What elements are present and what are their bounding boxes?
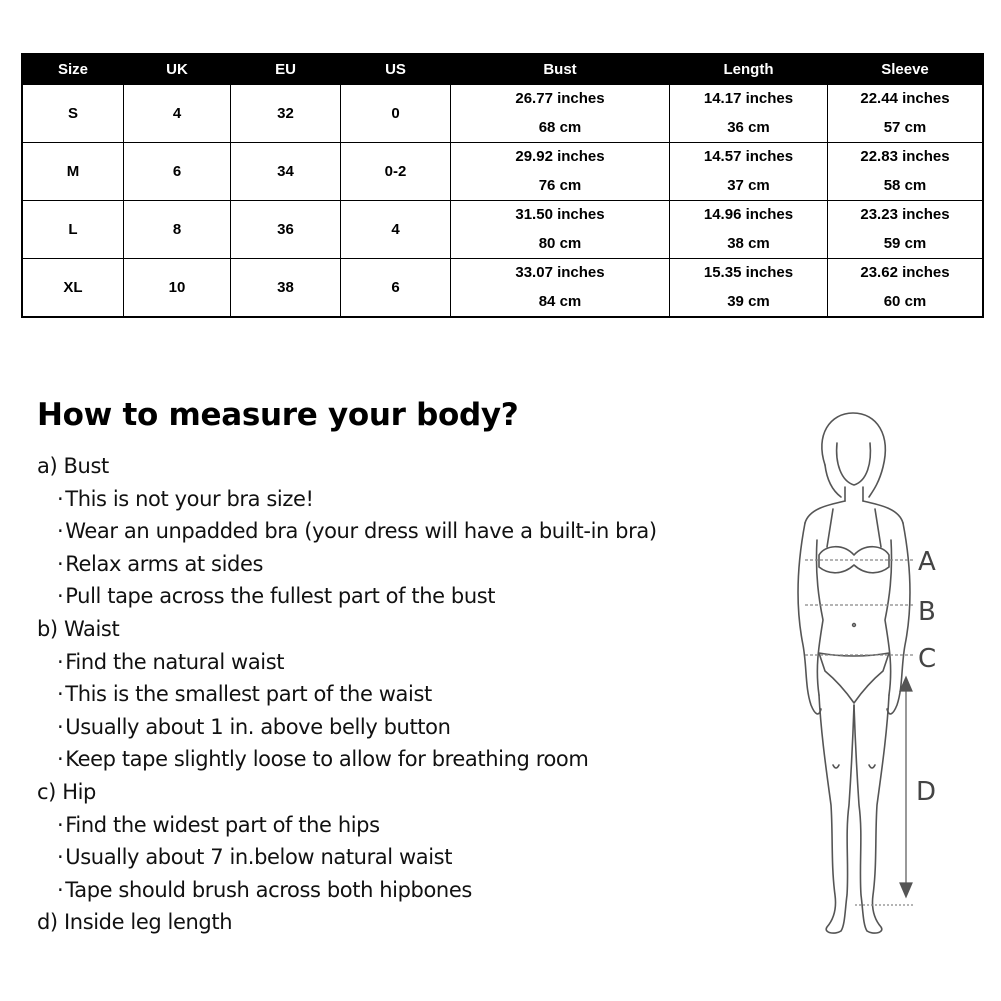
header-length: Length (670, 54, 828, 85)
cell-size: S (22, 85, 124, 143)
guide-heading: a) Bust (37, 454, 109, 478)
guide-tip: · Find the widest part of the hips (57, 809, 737, 842)
cell-eu: 36 (231, 201, 341, 259)
guide-section-hip (37, 776, 737, 906)
cell-length (670, 85, 828, 143)
measure-guide-title: How to measure your body? (37, 397, 519, 433)
cell-us: 0-2 (341, 143, 451, 201)
sleeve-inches: 23.62 inches (860, 264, 950, 281)
sleeve-cm: 59 cm (883, 235, 927, 252)
sleeve-cm: 57 cm (883, 119, 927, 136)
bust-cm: 84 cm (538, 293, 582, 310)
guide-tip: · Usually about 7 in.below natural waist (57, 841, 737, 874)
header-eu: EU (231, 54, 341, 85)
cell-us: 0 (341, 85, 451, 143)
bust-inches: 33.07 inches (515, 264, 605, 281)
length-cm: 36 cm (727, 119, 770, 136)
header-uk: UK (124, 54, 231, 85)
bust-inches: 31.50 inches (515, 206, 605, 223)
length-inches: 15.35 inches (703, 264, 794, 281)
table-row (22, 201, 983, 259)
guide-tips (37, 809, 737, 907)
cell-us: 4 (341, 201, 451, 259)
label-d: D (916, 777, 937, 807)
length-cm: 37 cm (727, 177, 770, 194)
cell-size: XL (22, 259, 124, 318)
header-us: US (341, 54, 451, 85)
length-inches: 14.96 inches (703, 206, 794, 223)
label-b: B (918, 597, 936, 627)
figure-left-leg (819, 695, 854, 933)
cell-sleeve (828, 259, 984, 318)
table-row (22, 143, 983, 201)
guide-tip: · This is not your bra size! (57, 483, 737, 516)
cell-sleeve (828, 85, 984, 143)
header-sleeve: Sleeve (828, 54, 984, 85)
sleeve-cm: 60 cm (883, 293, 927, 310)
guide-tip: · Keep tape slightly loose to allow for breathing room (57, 743, 737, 776)
header-bust: Bust (451, 54, 670, 85)
length-inches: 14.57 inches (703, 148, 794, 165)
sleeve-inches: 22.44 inches (860, 90, 950, 107)
figure-navel (853, 624, 856, 627)
guide-section-bust (37, 450, 737, 613)
size-chart-header-row (22, 54, 983, 85)
bust-cm: 76 cm (538, 177, 582, 194)
guide-section-inside-leg (37, 906, 737, 939)
cell-us: 6 (341, 259, 451, 318)
guide-heading: c) Hip (37, 779, 96, 804)
cell-bust (451, 201, 670, 259)
cell-length (670, 259, 828, 318)
length-cm: 38 cm (727, 235, 770, 252)
guide-heading: b) Waist (37, 616, 120, 641)
cell-length (670, 201, 828, 259)
guide-tip: · Find the natural waist (57, 646, 737, 679)
table-row (22, 259, 983, 318)
cell-uk: 10 (124, 259, 231, 318)
cell-length (670, 143, 828, 201)
measure-guide-list (37, 450, 737, 939)
cell-sleeve (828, 143, 984, 201)
figure-bra-straps (827, 509, 881, 547)
cell-bust (451, 259, 670, 318)
cell-size: L (22, 201, 124, 259)
figure-shoulders (805, 501, 903, 523)
cell-bust (451, 143, 670, 201)
guide-tip: · This is the smallest part of the waist (57, 678, 737, 711)
size-chart-table (21, 53, 984, 318)
figure-neck (845, 487, 863, 501)
figure-bra (819, 547, 889, 573)
guide-tip: · Pull tape across the fullest part of the bust (57, 580, 737, 613)
figure-underwear (819, 653, 889, 703)
cell-uk: 8 (124, 201, 231, 259)
sleeve-inches: 23.23 inches (860, 206, 950, 223)
guide-tip: · Usually about 1 in. above belly button (57, 711, 737, 744)
inside-leg-arrow-bottom (900, 883, 912, 897)
cell-eu: 34 (231, 143, 341, 201)
guide-section-waist (37, 613, 737, 776)
label-c: C (918, 644, 937, 674)
header-size: Size (22, 54, 124, 85)
sleeve-cm: 58 cm (883, 177, 927, 194)
label-a: A (918, 547, 936, 577)
sleeve-inches: 22.83 inches (860, 148, 950, 165)
cell-size: M (22, 143, 124, 201)
guide-tip: · Tape should brush across both hipbones (57, 874, 737, 907)
bust-cm: 68 cm (538, 119, 582, 136)
figure-hair-left (825, 465, 841, 497)
figure-face (837, 443, 871, 485)
bust-inches: 29.92 inches (515, 148, 605, 165)
figure-knee-marks (833, 765, 875, 768)
cell-sleeve (828, 201, 984, 259)
guide-tip: · Relax arms at sides (57, 548, 737, 581)
figure-right-leg (854, 695, 889, 933)
table-row (22, 85, 983, 143)
guide-heading: d) Inside leg length (37, 910, 233, 935)
cell-uk: 4 (124, 85, 231, 143)
bust-cm: 80 cm (538, 235, 582, 252)
cell-uk: 6 (124, 143, 231, 201)
bust-inches: 26.77 inches (515, 90, 605, 107)
length-cm: 39 cm (727, 293, 770, 310)
cell-eu: 32 (231, 85, 341, 143)
body-measurement-figure (775, 405, 975, 950)
guide-tips (37, 646, 737, 776)
length-inches: 14.17 inches (703, 90, 794, 107)
cell-eu: 38 (231, 259, 341, 318)
cell-bust (451, 85, 670, 143)
guide-tips (37, 483, 737, 613)
guide-tip: · Wear an unpadded bra (your dress will have a built-in bra) (57, 515, 737, 548)
